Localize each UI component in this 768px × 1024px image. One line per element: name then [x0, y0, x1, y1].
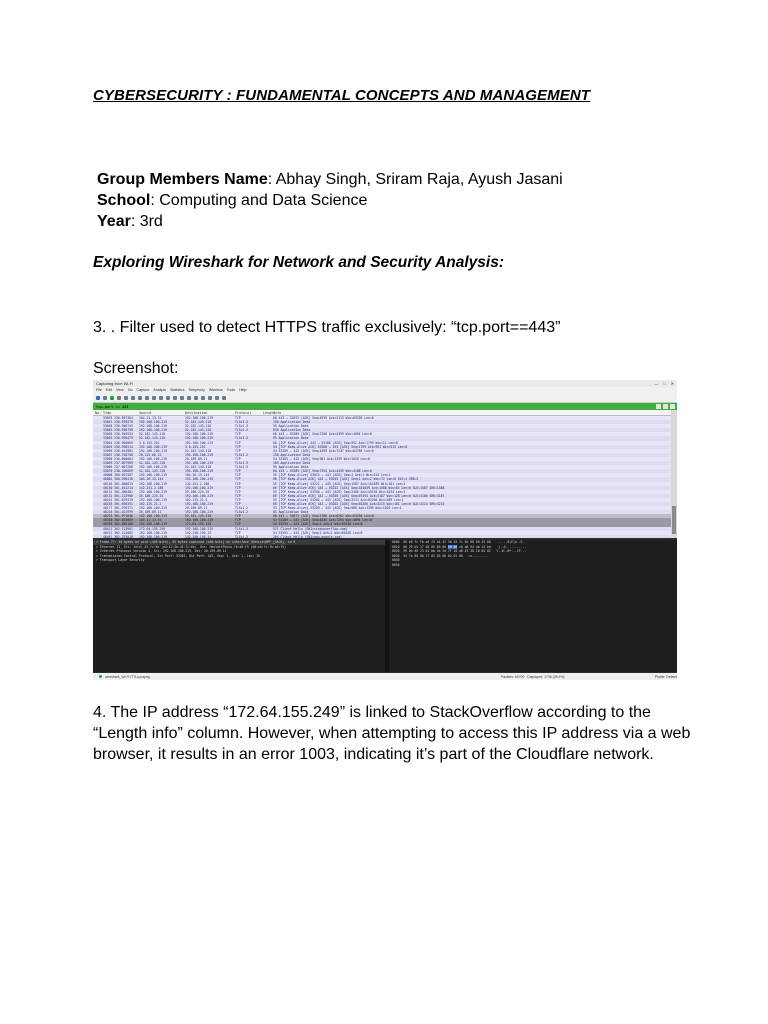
menu-help[interactable]: Help — [239, 388, 247, 392]
first-packet-icon[interactable] — [173, 396, 177, 400]
row-info: 55 [TCP Keep-Alive] 53356 → 443 [ACK] Seq=3186 Ack=49194 Win=1024 Len=1 — [273, 489, 406, 494]
row-source: 172.64.155.249 — [139, 526, 166, 531]
row-info: 830 Application Data — [273, 428, 311, 433]
column-destination[interactable]: Destination — [185, 410, 208, 415]
column-source[interactable]: Source — [139, 410, 152, 415]
filter-bookmark-icon[interactable] — [670, 404, 675, 409]
bytes-offset: 0020 — [392, 549, 400, 553]
row-source: 20.125.66.12 — [139, 452, 162, 457]
row-time: 33059 237.007989 — [103, 461, 133, 466]
close-file-icon[interactable] — [131, 396, 135, 400]
resize-columns-icon[interactable] — [222, 396, 226, 400]
row-destination: 192.168.100.219 — [185, 461, 213, 466]
row-source: 192.168.100.219 — [139, 420, 167, 425]
row-length — [263, 535, 273, 538]
go-back-icon[interactable] — [152, 396, 156, 400]
row-source: 35.186.224.25 — [139, 493, 164, 498]
row-info: 99 Application Data — [273, 465, 309, 470]
row-time: 33058 236.800064 — [103, 456, 133, 461]
wireshark-status-bar — [93, 673, 677, 680]
row-protocol: TLSv1.3 — [235, 428, 249, 433]
row-info: 54 53291 → 443 [ACK] Seq=1 Ack=1 Win=65536 Len=0 — [273, 530, 363, 535]
row-info: 95 Application Data — [273, 436, 309, 441]
row-destination: 52.182.143.210 — [185, 424, 212, 429]
save-file-icon[interactable] — [124, 396, 128, 400]
row-time: 48253 301.971846 — [103, 514, 133, 519]
menu-view[interactable]: View — [116, 388, 124, 392]
row-destination: 192.168.100.219 — [185, 432, 213, 437]
row-protocol: TLSv1.2 — [235, 510, 249, 515]
row-source: 104.21.13.31 — [139, 416, 162, 420]
school-value: : Computing and Data Science — [150, 192, 368, 209]
row-time: 33056 236.614981 — [103, 448, 133, 453]
row-time: 40008 300.691307 — [103, 473, 133, 478]
row-source: 52.182.143.210 — [139, 469, 166, 474]
row-destination: 3.6.153.251 — [185, 444, 206, 449]
zoom-in-icon[interactable] — [201, 396, 205, 400]
row-info: 95 Application Data — [273, 424, 309, 429]
row-info: 66 443 → 52873 [ACK] Seq=4939 Ack=2113 Win=65536 Len=0 — [273, 416, 374, 420]
row-destination: 52.182.143.210 — [185, 420, 212, 425]
row-info: 158 Application Data — [273, 452, 311, 457]
go-forward-icon[interactable] — [159, 396, 163, 400]
row-source: 192.168.100.219 — [139, 534, 167, 538]
go-to-packet-icon[interactable] — [166, 396, 170, 400]
row-source: 192.168.100.219 — [139, 522, 167, 527]
zoom-out-icon[interactable] — [208, 396, 212, 400]
row-destination: 192.168.100.219 — [185, 440, 213, 445]
column-info[interactable]: Info — [273, 410, 282, 415]
row-destination: 192.168.100.219 — [185, 485, 213, 490]
row-protocol: TCP — [235, 432, 241, 437]
menu-tools[interactable]: Tools — [226, 388, 236, 392]
row-info: 571 Client Hello (SNI=stackoverflow.com) — [273, 526, 348, 531]
row-destination: 192.168.100.219 — [185, 510, 213, 515]
open-file-icon[interactable] — [117, 396, 121, 400]
row-protocol: TLSv1.3 — [235, 465, 249, 470]
row-protocol: TCP — [235, 522, 241, 527]
bytes-ascii: .)..@........... — [496, 544, 527, 549]
row-time: 33049 236.940758 — [103, 428, 133, 433]
row-destination: 192.168.100.219 — [185, 501, 213, 506]
row-destination: 35.186.224.25 — [185, 489, 210, 494]
row-protocol: TCP — [235, 518, 241, 523]
section-subheading: Exploring Wireshark for Network and Security Analysis: — [93, 254, 505, 271]
document-title: CYBERSECURITY : FUNDAMENTAL CONCEPTS AND MANAGEMENT — [93, 87, 591, 104]
row-source: 52.182.143.210 — [139, 461, 166, 466]
row-destination: 192.168.100.219 — [185, 452, 213, 457]
row-protocol: TCP — [235, 444, 241, 449]
row-time: 33050 236.940934 — [103, 432, 133, 437]
detail-row[interactable]: > Ethernet II, Src: Intel_45:7c:6e (a4:42:3b:45:7c:6e), Dst: HewlettPacka_fb:a6:f5 (00:e0:fc:fb:a6:f5) — [96, 544, 286, 549]
row-protocol: TCP — [235, 456, 241, 461]
row-info: 60 443 → 53289 [ACK] Seq=7294 Ack=4435 Win=4108 Len=0 — [273, 469, 372, 474]
item-4-text: 4. The IP address “172.64.155.249” is linked to StackOverflow according to the “Length info” column. However, when attempting to access this IP address via a web browser, it results in an error 1003, indicating it’s part of the Cloudflare network. — [93, 704, 691, 763]
row-destination: 192.168.100.219 — [185, 469, 213, 474]
status-packets: Packets: 60700 · Displayed: 1736 (28.2%) — [501, 674, 565, 679]
row-info: 264 Client Hello (SNI=www.google.com) — [273, 534, 342, 538]
row-protocol: TCP — [235, 514, 241, 519]
row-protocol: TCP — [235, 448, 241, 453]
row-destination: 20.189.89.11 — [185, 506, 208, 511]
row-source: 52.182.143.210 — [139, 432, 166, 437]
row-protocol: TLSv1.2 — [235, 452, 249, 457]
row-destination: 172.64.155.249 — [185, 522, 212, 527]
row-source: 20.189.89.11 — [139, 510, 162, 515]
column-no[interactable]: No. — [95, 410, 102, 415]
row-destination: 162.125.21.2 — [185, 497, 208, 502]
row-source: 142.251.2.188 — [139, 485, 164, 490]
row-time: 48161 301.629319 — [103, 497, 133, 502]
display-filter-input[interactable]: tcp.port == 443 — [96, 405, 129, 409]
row-info: 54 53283 → 443 [ACK] Seq=981 Ack=1399 Win=1026 Len=0 — [273, 456, 370, 461]
row-destination: 104.26.15.144 — [185, 473, 210, 478]
row-protocol: TCP — [235, 477, 241, 482]
row-destination: 142.250.195.14 — [185, 534, 212, 538]
row-source: 192.168.100.219 — [139, 530, 167, 535]
column-protocol[interactable]: Protocol — [235, 410, 252, 415]
bytes-ascii: Y..#..N*...CP... — [496, 549, 527, 553]
menu-file[interactable]: File — [96, 388, 102, 392]
row-source: 192.168.100.219 — [139, 465, 167, 470]
maximize-icon[interactable]: □ — [663, 381, 666, 386]
row-protocol: TCP — [235, 493, 241, 498]
row-time: 33054 236.960069 — [103, 440, 133, 445]
zoom-normal-icon[interactable] — [215, 396, 219, 400]
bytes-hex: 00 29 b5 17 40 00 80 06 — [403, 544, 448, 549]
row-time: 48411 302.123901 — [103, 526, 133, 531]
row-protocol: TLSv1.3 — [235, 424, 249, 429]
menu-go[interactable]: Go — [127, 388, 133, 392]
row-time: 48218 301.021999 — [103, 510, 133, 515]
bytes-hex-selected: 00 00 — [447, 544, 458, 549]
row-destination: 52.182.143.210 — [185, 448, 212, 453]
row-destination: 192.168.100.219 — [185, 526, 213, 531]
row-protocol: TLSv1.3 — [235, 526, 249, 531]
row-protocol: TCP — [235, 485, 241, 490]
row-info: 54 53289 → 443 [ACK] Seq=4399 Ack=7247 Win=64768 Len=0 — [273, 448, 374, 453]
row-info: 55 [TCP Keep-Alive] 53015 → 443 [ACK] Seq=1 Ack=1 Win=514 Len=1 — [273, 473, 391, 478]
row-protocol: TCP — [235, 497, 241, 502]
close-icon[interactable]: ✕ — [670, 381, 674, 386]
row-protocol: TLSv1.3 — [235, 534, 249, 538]
row-protocol: TCP — [235, 440, 241, 445]
detail-row[interactable]: > Transport Layer Security — [96, 558, 145, 562]
row-protocol: TCP — [235, 473, 241, 478]
menu-edit[interactable]: Edit — [105, 388, 112, 392]
bytes-ascii: ......B;E|n..E. — [496, 540, 525, 544]
row-protocol: TCP — [235, 530, 241, 535]
last-packet-icon[interactable] — [180, 396, 184, 400]
row-info: 66 [TCP Keep-Alive ACK] 443 → 53202 [ACK] Seq=65266 Ack=3215 Win=101 Len=0 SLE=3214 SRE=3215 — [273, 501, 445, 506]
start-capture-icon[interactable] — [96, 396, 100, 400]
row-source: 192.168.100.219 — [139, 424, 167, 429]
row-time: 33070 238.106669 — [103, 469, 133, 474]
row-time: 48412 302.124002 — [103, 530, 133, 535]
bytes-offset: 0030 — [392, 553, 400, 558]
autoscroll-icon[interactable] — [187, 396, 191, 400]
group-members-value: : Abhay Singh, Sriram Raja, Ayush Jasani — [267, 171, 563, 188]
packet-row[interactable] — [93, 535, 677, 538]
row-source: 192.168.100.219 — [139, 506, 167, 511]
row-info: 60 [TCP Keep-Alive] 443 → 53188 [ACK] Seq=952 Ack=1799 Win=11 Len=0 — [273, 440, 398, 445]
row-protocol: TLSv1.3 — [235, 436, 249, 441]
menu-statistics[interactable]: Statistics — [170, 388, 185, 392]
row-info: 66 [TCP Keep-Alive ACK] 443 → 53015 [ACK] Seq=1 Ack=2 Win=72 Len=0 SLE=1 SRE=2 — [273, 477, 419, 482]
bytes-row — [389, 563, 677, 568]
row-time: 48177 301.976371 — [103, 506, 133, 511]
bytes-hex: 59 0b d0 23 01 bb 4e 2a 7f 10 a8 43 50 18 04 02 — [403, 549, 491, 553]
row-info: 85 Application Data — [273, 510, 309, 515]
menu-capture[interactable]: Capture — [136, 388, 150, 392]
row-destination: 192.168.100.219 — [185, 416, 213, 420]
menu-wireless[interactable]: Wireless — [208, 388, 223, 392]
row-protocol: TLSv1.3 — [235, 461, 249, 466]
status-file: wireshark_Wi-Fi1T7U.pcapng — [105, 674, 150, 679]
find-packet-icon[interactable] — [145, 396, 149, 400]
row-time: 33047 236.939579 — [103, 420, 133, 425]
row-info: 55 [TCP Keep-Alive] 53202 → 443 [ACK] Seq=3214 Ack=65266 Win=509 Len=1 — [273, 497, 404, 502]
row-time: 33048 236.940745 — [103, 424, 133, 429]
reload-icon[interactable] — [138, 396, 142, 400]
bytes-hex: c0 a8 64 db 14 bd — [457, 544, 491, 549]
column-time[interactable]: Time — [103, 410, 112, 415]
row-time: 48132 301.212906 — [103, 493, 133, 498]
row-info: 93 [TCP Keep-Alive] 53283 → 443 [ACK] Seq=980 Ack=1399 Win=1026 Len=1 — [273, 506, 402, 511]
item-3-text: 3. . Filter used to detect HTTPS traffic exclusively: “tcp.port==443” — [93, 319, 561, 336]
row-source: 104.26.15.144 — [139, 477, 164, 482]
minimize-icon[interactable]: — — [654, 381, 659, 386]
detail-row[interactable]: > Frame 77: 55 bytes on wire (440 bits), 55 bytes captured (440 bits) on interface \Device\NPF_{3AC8}, id 0 — [93, 540, 385, 545]
packet-list-scrollbar[interactable] — [671, 410, 677, 538]
row-destination: 192.168.100.219 — [185, 477, 213, 482]
group-members-label: Group Members Name — [97, 171, 268, 188]
row-time: 33057 236.758758 — [103, 452, 133, 457]
row-info: 54 53289 → 443 [ACK] Seq=4435 Ack=7294 Win=4094 Len=0 — [273, 518, 372, 523]
row-protocol: TCP — [235, 416, 241, 420]
row-time: 48131 301.386401 — [103, 489, 133, 494]
year-value: : 3rd — [130, 213, 163, 230]
screenshot-label: Screenshot: — [93, 360, 179, 377]
packet-list[interactable] — [93, 410, 677, 538]
school-label: School — [97, 192, 151, 209]
row-source: 192.168.100.219 — [139, 444, 167, 449]
row-source: 192.168.100.219 — [139, 489, 167, 494]
row-info: 54 [TCP Keep-Alive ACK] 53188 → 443 [ACK] Seq=1799 Ack=953 Win=513 Len=0 — [273, 444, 408, 449]
row-time: 48318 302.053089 — [103, 518, 133, 523]
row-info: 60 443 → 53872 [ACK] Seq=2786 Ack=6262 Win=65536 Len=0 — [273, 514, 374, 519]
row-time: 40081 300.596418 — [103, 477, 133, 482]
wireshark-title-bar — [93, 380, 677, 387]
year-line — [97, 213, 163, 231]
row-source: 192.168.100.219 — [139, 514, 167, 519]
row-info: 55 [TCP Keep-Alive] 53222 → 443 [ACK] Seq=1587 Ack=101039 Win=101 Len=1 — [273, 481, 406, 486]
stop-capture-icon[interactable] — [103, 396, 107, 400]
colorize-icon[interactable] — [194, 396, 198, 400]
scrollbar-thumb[interactable] — [672, 506, 676, 534]
bytes-offset: 0050 — [392, 562, 400, 567]
row-source: 192.168.100.219 — [139, 481, 167, 486]
row-destination: 52.182.143.210 — [185, 514, 212, 519]
detail-row[interactable]: > Internet Protocol Version 4, Src: 192.168.100.219, Dst: 20.189.89.11 — [96, 549, 227, 553]
row-protocol: TCP — [235, 489, 241, 494]
row-source: 192.168.100.219 — [139, 473, 167, 478]
bytes-offset: 0010 — [392, 544, 400, 549]
wireshark-screenshot — [93, 380, 677, 680]
row-destination: 142.250.195.14 — [185, 530, 212, 535]
bytes-hex: 3d 7a 00 00 17 03 03 00 02 01 00 — [403, 553, 463, 558]
row-time: 40146 301.088013 — [103, 481, 133, 486]
row-time: 40150 301.451214 — [103, 485, 133, 490]
menu-telephony[interactable]: Telephony — [188, 388, 205, 392]
row-info: 66 [TCP Keep-Alive ACK] 443 → 53356 [ACK] Seq=49194 Ack=3187 Win=128 Len=0 SLE=3186 SRE=3187 — [273, 493, 445, 498]
row-protocol: TLSv1.3 — [235, 420, 249, 425]
bytes-offset: 0000 — [392, 540, 400, 544]
row-time: 48163 301.698351 — [103, 501, 133, 506]
bytes-offset: 0040 — [392, 558, 400, 562]
row-source: 52.182.143.210 — [139, 436, 166, 441]
status-profile[interactable]: Profile: Default — [654, 674, 677, 679]
wireshark-toolbar — [93, 393, 677, 403]
row-destination: 192.168.100.219 — [185, 436, 213, 441]
row-time: 48393 302.089108 — [103, 522, 133, 527]
row-info: 66 443 → 53289 [ACK] Seq=7206 Ack=4399 Win=4094 Len=0 — [273, 432, 372, 437]
school-line — [97, 192, 367, 210]
row-time: 33055 236.990214 — [103, 444, 133, 449]
row-destination: 192.168.100.219 — [185, 518, 213, 523]
row-destination: 52.182.143.210 — [185, 465, 212, 470]
row-info: 54 53294 → 443 [ACK] Seq=1 Ack=1 Win=65536 Len=0 — [273, 522, 363, 527]
menu-analyze[interactable]: Analyze — [153, 388, 167, 392]
restart-capture-icon[interactable] — [110, 396, 114, 400]
detail-row[interactable]: > Transmission Control Protocol, Src Port: 53283, Dst Port: 443, Seq: 1, Ack: 1, Len: 15 — [96, 553, 260, 558]
bytes-ascii: =z......... — [468, 553, 489, 558]
wireshark-window-title: Capturing from Wi-Fi — [96, 381, 133, 386]
row-source: 162.125.21.2 — [139, 501, 162, 506]
packet-bytes-pane[interactable] — [389, 540, 677, 672]
apply-filter-icon[interactable] — [663, 404, 668, 409]
year-label: Year — [97, 213, 131, 230]
row-source: 192.168.100.219 — [139, 497, 167, 502]
row-time: 33033 236.897364 — [103, 416, 133, 420]
bytes-hex: 00 e0 fc fb a6 f5 a4 42 3b 45 7c 6e 08 00 45 00 — [403, 540, 491, 544]
row-no — [93, 535, 103, 538]
row-info: 66 [TCP Keep-Alive ACK] 443 → 53222 [ACK] Seq=101039 Ack=1588 Win=65 Len=0 SLE=1587 SRE=1588 — [273, 485, 445, 490]
capture-status-icon[interactable] — [99, 675, 102, 678]
row-source: 192.168.100.219 — [139, 456, 167, 461]
row-protocol: TCP — [235, 481, 241, 486]
row-info: 103 Application Data — [273, 461, 311, 466]
row-source: 104.21.13.31 — [139, 518, 162, 523]
row-time: 33053 236.958479 — [103, 436, 133, 441]
row-destination: 52.182.143.210 — [185, 428, 212, 433]
column-length[interactable]: Length — [263, 410, 276, 415]
row-protocol: TCP — [235, 469, 241, 474]
group-members-line — [97, 171, 563, 189]
row-destination: 142.251.2.188 — [185, 481, 210, 486]
row-info: 150 Application Data — [273, 420, 311, 425]
row-destination: 192.168.100.219 — [185, 493, 213, 498]
row-protocol: TLSv1.2 — [235, 506, 249, 511]
row-source: 192.168.100.219 — [139, 428, 167, 433]
row-time: 33066 237.007266 — [103, 465, 133, 470]
row-protocol: TCP — [235, 501, 241, 506]
row-source: 192.168.100.219 — [139, 448, 167, 453]
row-destination: 20.189.89.11 — [185, 456, 208, 461]
row-time: 48467 302.233018 — [103, 534, 133, 538]
row-source: 3.6.153.251 — [139, 440, 160, 445]
packet-details-pane[interactable] — [93, 540, 389, 672]
clear-filter-icon[interactable] — [656, 404, 661, 409]
